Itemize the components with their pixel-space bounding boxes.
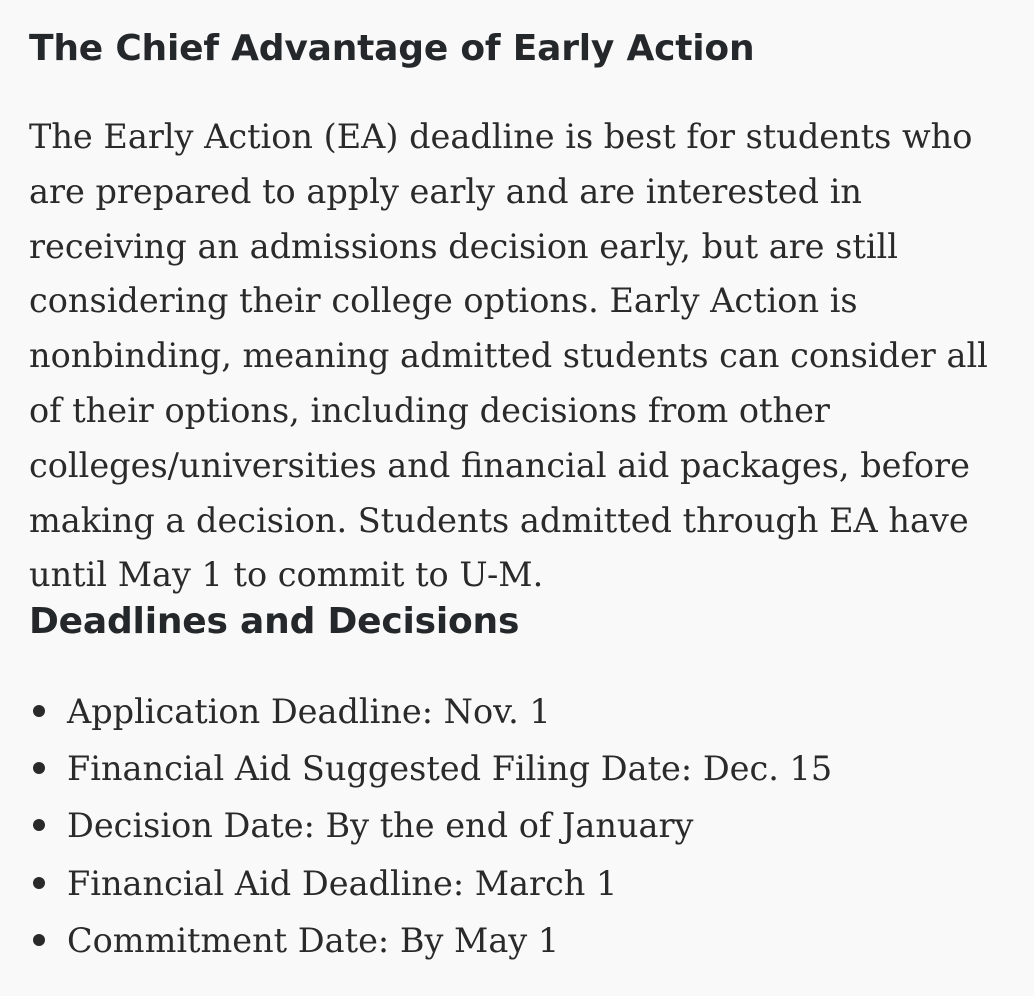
list-item-text: Application Deadline: Nov. 1	[67, 692, 551, 731]
deadlines-heading: Deadlines and Decisions	[29, 601, 520, 642]
list-item-text: Decision Date: By the end of January	[67, 806, 694, 846]
list-item-text: Financial Aid Deadline: March 1	[67, 863, 618, 903]
list-item-text: Commitment Date: By May 1	[67, 920, 560, 960]
list-item	[29, 912, 832, 969]
bullet-icon	[33, 934, 45, 946]
list-item	[29, 797, 832, 854]
bullet-icon	[33, 762, 45, 774]
bullet-icon	[33, 819, 45, 831]
bullet-icon	[33, 877, 45, 889]
deadlines-list	[29, 683, 832, 969]
list-item	[29, 855, 832, 912]
bullet-icon	[33, 705, 45, 717]
list-item	[29, 740, 832, 797]
early-action-paragraph: The Early Action (EA) deadline is best for students who are prepared to apply early and are interested in receiving an admissions decision early, but are still considering their college options. Early Action is nonbinding, meaning admitted students can consider all of their options, including decisions from other colleges/universities and financial aid packages, before making a decision. Students admitted through EA have until May 1 to commit to U-M.	[29, 117, 988, 595]
list-item	[29, 683, 832, 740]
list-item-text: Financial Aid Suggested Filing Date: Dec. 15	[67, 749, 833, 789]
early-action-heading: The Chief Advantage of Early Action	[29, 28, 755, 69]
